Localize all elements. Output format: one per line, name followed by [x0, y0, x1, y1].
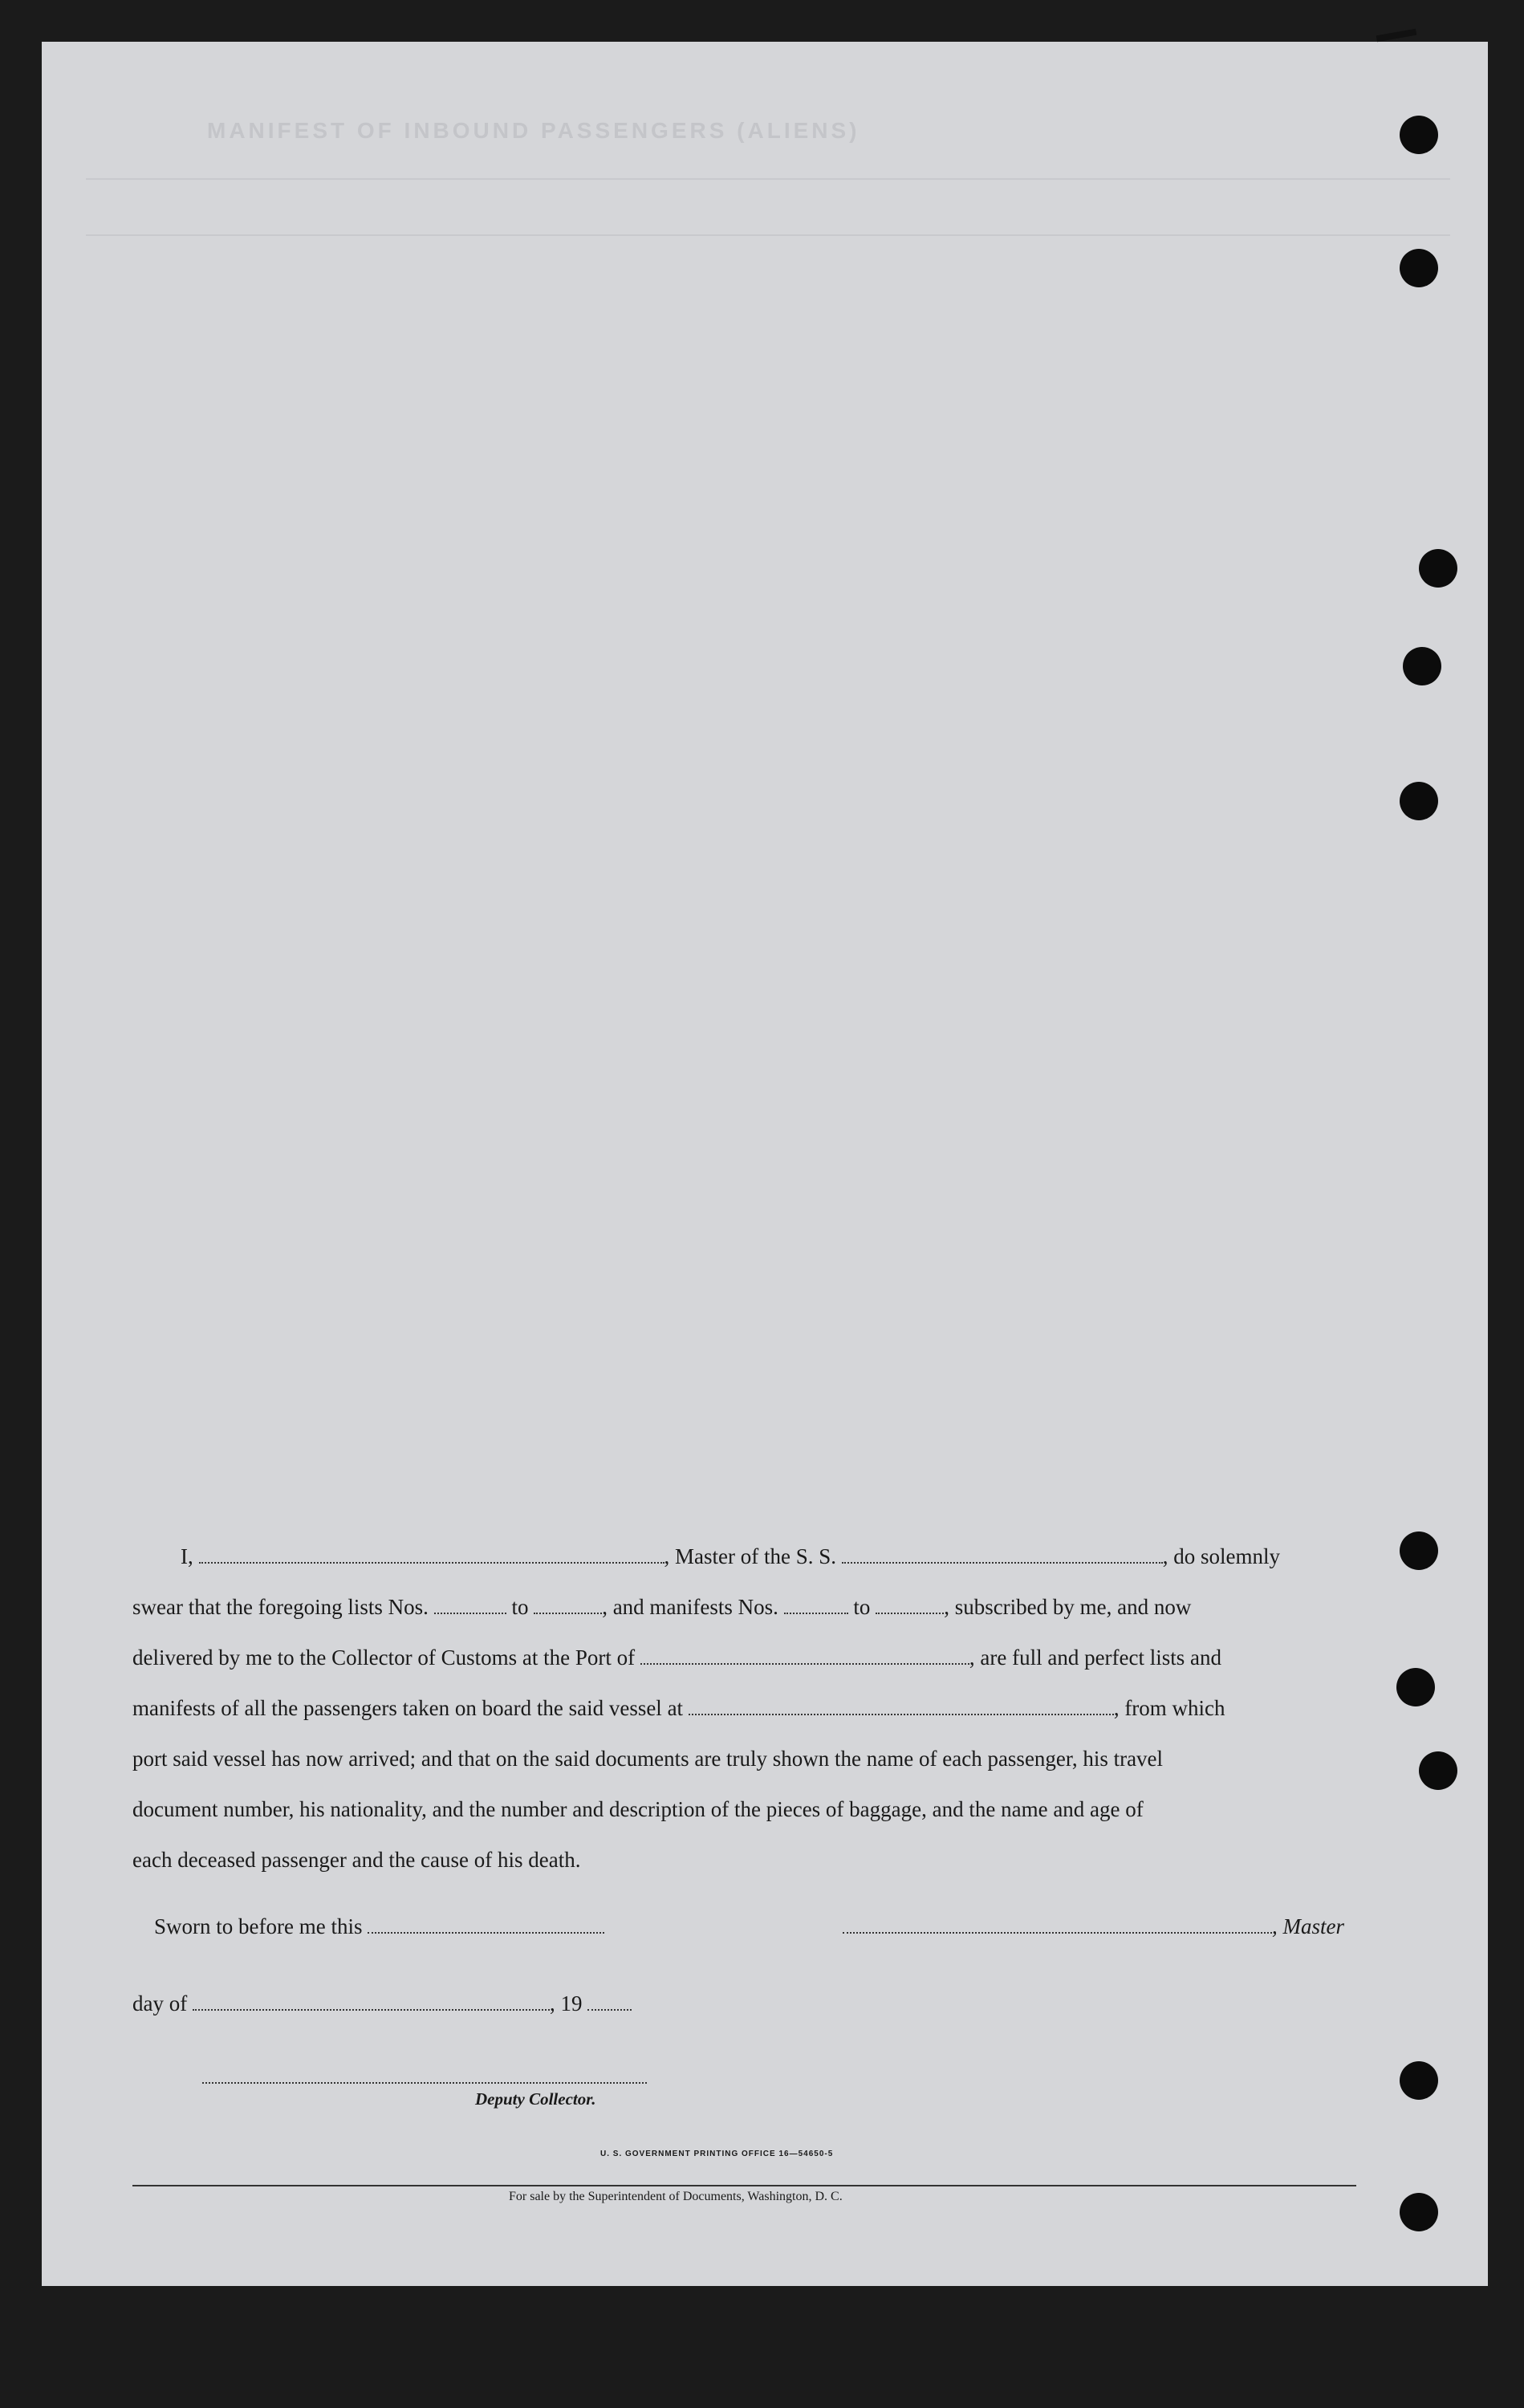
punch-hole	[1419, 549, 1457, 588]
punch-hole	[1400, 249, 1438, 287]
oath-text: swear that the foregoing lists Nos.	[132, 1595, 429, 1619]
oath-text: I,	[181, 1544, 193, 1568]
manifest-to-field[interactable]	[876, 1597, 944, 1614]
punch-hole	[1396, 1668, 1435, 1706]
sworn-line	[154, 1914, 604, 1939]
punch-hole	[1400, 2193, 1438, 2231]
day-of-label: day of	[132, 1991, 188, 2015]
oath-line-5: port said vessel has now arrived; and that on the said documents are truly shown the name of each passenger, his travel	[132, 1747, 1164, 1771]
document-page	[42, 42, 1488, 2286]
year-field[interactable]	[587, 1993, 632, 2011]
oath-text: to	[853, 1595, 871, 1619]
oath-line-7: each deceased passenger and the cause of his death.	[132, 1848, 581, 1872]
punch-hole	[1400, 2061, 1438, 2100]
oath-text: to	[511, 1595, 529, 1619]
day-of-line	[132, 1991, 632, 2016]
sworn-date-field[interactable]	[368, 1916, 604, 1934]
oath-text: , do solemnly	[1162, 1544, 1280, 1568]
sale-note: For sale by the Superintendent of Documents, Washington, D. C.	[509, 2190, 843, 2203]
year-prefix: , 19	[549, 1991, 583, 2015]
oath-text: , and manifests Nos.	[602, 1595, 778, 1619]
faint-header-title: MANIFEST OF INBOUND PASSENGERS (ALIENS)	[207, 118, 860, 143]
oath-paragraph	[132, 1531, 1360, 1885]
master-signature-line	[843, 1914, 1344, 1939]
master-label: , Master	[1272, 1914, 1344, 1938]
departure-port-field[interactable]	[689, 1698, 1114, 1715]
oath-line-3	[132, 1633, 1360, 1683]
oath-line-1	[132, 1531, 1360, 1582]
master-signature-field[interactable]	[843, 1916, 1272, 1934]
oath-text: , are full and perfect lists and	[969, 1645, 1222, 1670]
list-to-field[interactable]	[534, 1597, 602, 1614]
master-name-field[interactable]	[199, 1546, 664, 1564]
punch-hole	[1400, 782, 1438, 820]
manifest-from-field[interactable]	[784, 1597, 848, 1614]
oath-line-6: document number, his nationality, and the number and description of the pieces of baggage, and the name and age of	[132, 1797, 1144, 1821]
oath-text: , from which	[1113, 1696, 1225, 1720]
faint-rule	[86, 178, 1450, 180]
vessel-name-field[interactable]	[842, 1546, 1163, 1564]
deputy-signature-line[interactable]	[202, 2082, 647, 2084]
month-field[interactable]	[193, 1993, 550, 2011]
corner-mark	[1376, 29, 1417, 43]
sworn-label: Sworn to before me this	[154, 1914, 363, 1938]
faint-rule	[86, 234, 1450, 236]
oath-text: manifests of all the passengers taken on board the said vessel at	[132, 1696, 684, 1720]
oath-text: delivered by me to the Collector of Customs at the Port of	[132, 1645, 636, 1670]
punch-hole	[1400, 1531, 1438, 1570]
printer-imprint: U. S. GOVERNMENT PRINTING OFFICE 16—54650-5	[600, 2150, 834, 2158]
footer-rule	[132, 2185, 1356, 2186]
punch-hole	[1403, 647, 1441, 685]
oath-line-4	[132, 1683, 1360, 1734]
deputy-collector-label: Deputy Collector.	[475, 2089, 596, 2109]
list-from-field[interactable]	[434, 1597, 506, 1614]
port-field[interactable]	[640, 1647, 969, 1665]
punch-hole	[1400, 116, 1438, 154]
oath-line-2	[132, 1582, 1360, 1633]
punch-hole	[1419, 1751, 1457, 1790]
oath-text: , subscribed by me, and now	[944, 1595, 1192, 1619]
oath-text: , Master of the S. S.	[664, 1544, 836, 1568]
